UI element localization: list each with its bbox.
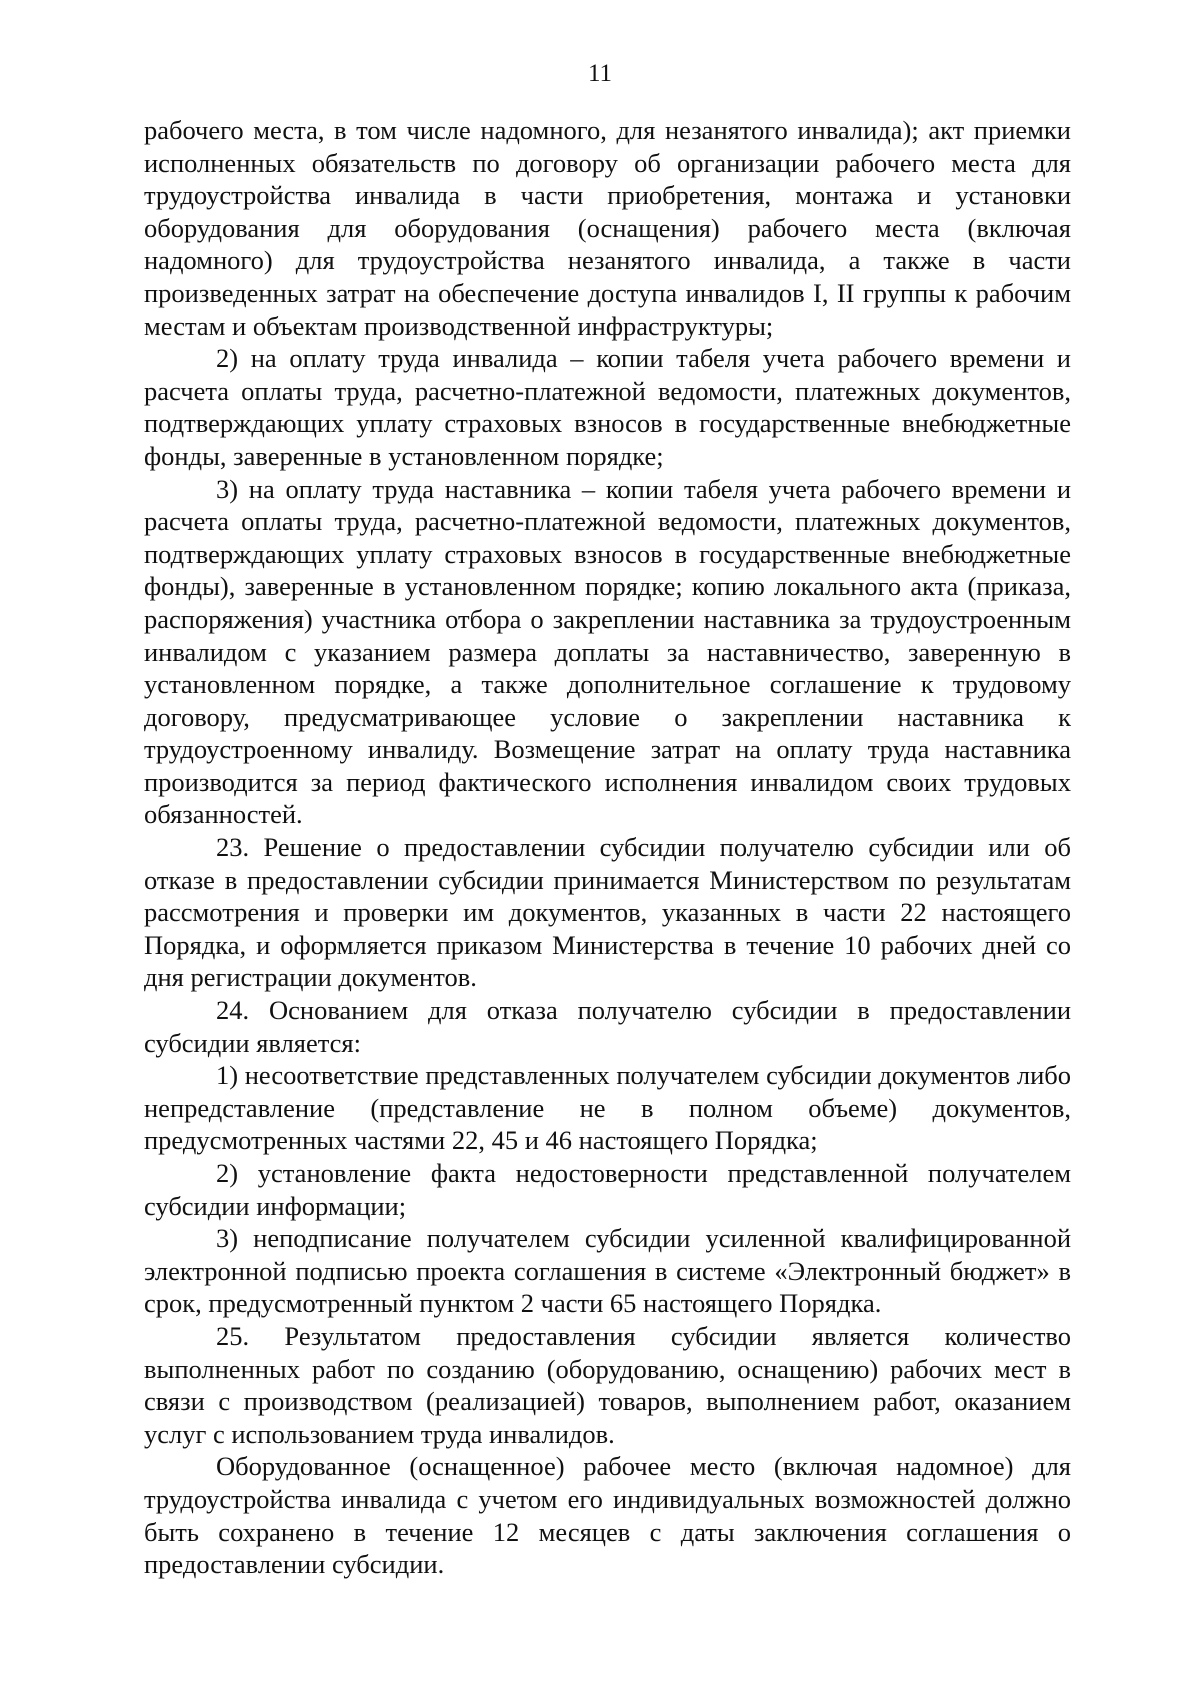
paragraph-1: рабочего места, в том числе надомного, для незанятого инвалида); акт приемки исполненных обязательств по договору об организации рабочего места для трудоустройства инвалида в части приобретения, монтажа и установки оборудования для оборудования (оснащения) рабочего места (включая надомного) для трудоустройства незанятого инвалида, а также в части произведенных затрат на обеспечение доступа инвалидов I, II группы к рабочим местам и объектам производственной инфраструктуры;	[144, 115, 1071, 341]
paragraph-9: 25. Результатом предоставления субсидии является количество выполненных работ по созданию (оборудованию, оснащению) рабочих мест в связи с производством (реализацией) товаров, выполнением работ, оказанием услуг с использованием труда инвалидов.	[144, 1320, 1071, 1449]
paragraph-4: 23. Решение о предоставлении субсидии получателю субсидии или об отказе в предоставлении субсидии принимается Министерством по результатам рассмотрения и проверки им документов, указанных в части 22 настоящего Порядка, и оформляется приказом Министерства в течение 10 рабочих дней со дня регистрации документов.	[144, 832, 1071, 993]
paragraph-7: 2) установление факта недостоверности представленной получателем субсидии информации;	[144, 1158, 1071, 1221]
paragraph-6: 1) несоответствие представленных получателем субсидии документов либо непредставление (представление не в полном объеме) документов, предусмотренных частями 22, 45 и 46 настоящего Порядка;	[144, 1060, 1071, 1156]
paragraph-10: Оборудованное (оснащенное) рабочее место (включая надомное) для трудоустройства инвалида с учетом его индивидуальных возможностей должно быть сохранено в течение 12 месяцев с даты заключения соглашения о предоставлении субсидии.	[144, 1451, 1071, 1580]
paragraph-3: 3) на оплату труда наставника – копии табеля учета рабочего времени и расчета оплаты труда, расчетно-платежной ведомости, платежных документов, подтверждающих уплату страховых взносов в государственные внебюджетные фонды), заверенные в установленном порядке; копию локального акта (приказа, распоряжения) участника отбора о закреплении наставника за трудоустроенным инвалидом с указанием размера доплаты за наставничество, заверенную в установленном порядке, а также дополнительное соглашение к трудовому договору, предусматривающее условие о закреплении наставника к трудоустроенному инвалиду. Возмещение затрат на оплату труда наставника производится за период фактического исполнения инвалидом своих трудовых обязанностей.	[144, 473, 1071, 830]
paragraph-2: 2) на оплату труда инвалида – копии табеля учета рабочего времени и расчета оплаты труда, расчетно-платежной ведомости, платежных документов, подтверждающих уплату страховых взносов в государственные внебюджетные фонды, заверенные в установленном порядке;	[144, 343, 1071, 471]
document-body	[144, 114, 1071, 1581]
page-number: 11	[587, 60, 613, 87]
paragraph-5: 24. Основанием для отказа получателю субсидии в предоставлении субсидии является:	[144, 995, 1071, 1058]
paragraph-8: 3) неподписание получателем субсидии усиленной квалифицированной электронной подписью проекта соглашения в системе «Электронный бюджет» в срок, предусмотренный пунктом 2 части 65 настоящего Порядка.	[144, 1223, 1071, 1319]
